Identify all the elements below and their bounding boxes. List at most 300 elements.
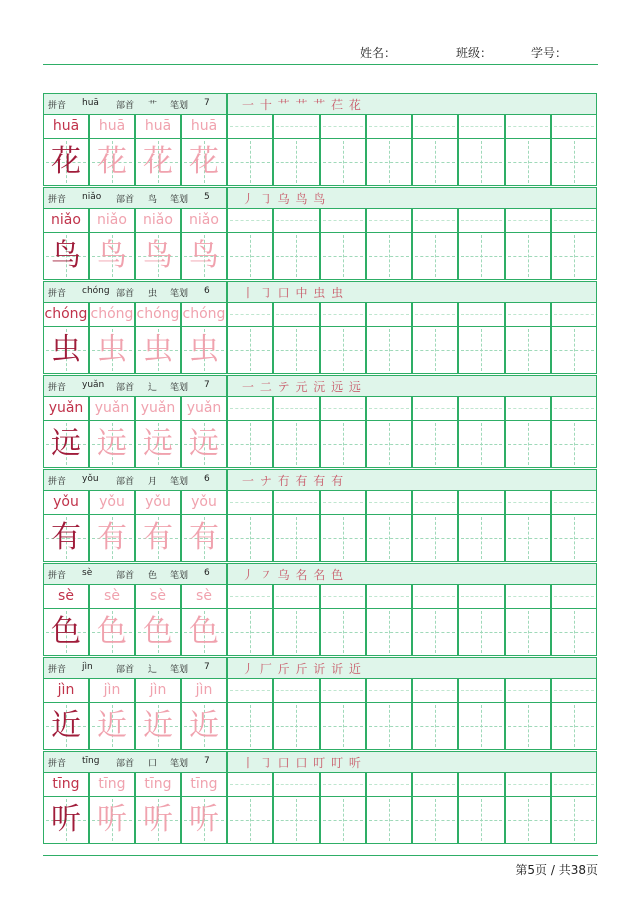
pinyin-model bbox=[43, 397, 89, 421]
entry-info-bar bbox=[43, 469, 227, 491]
character-entry bbox=[43, 281, 597, 375]
pinyin-text: sè bbox=[196, 588, 212, 604]
character-text: 有 bbox=[51, 520, 81, 555]
character-text: 花 bbox=[189, 144, 219, 179]
class-label: 班级： bbox=[456, 46, 493, 60]
blank-character-box[interactable] bbox=[366, 139, 412, 186]
blank-pinyin-box[interactable] bbox=[505, 303, 551, 327]
blank-character-box[interactable] bbox=[412, 515, 458, 562]
character-trace bbox=[135, 421, 181, 468]
character-trace bbox=[89, 797, 135, 844]
pinyin-model bbox=[43, 773, 89, 797]
pinyin-text: yǒu bbox=[99, 494, 125, 510]
character-trace bbox=[135, 139, 181, 186]
strokes-label: 笔划 bbox=[170, 289, 189, 299]
pinyin-text: tīng bbox=[144, 776, 172, 792]
blank-character-box[interactable] bbox=[458, 797, 504, 844]
stroke-order-bar bbox=[227, 375, 597, 397]
blank-pinyin-box[interactable] bbox=[320, 209, 366, 233]
blank-character-box[interactable] bbox=[320, 233, 366, 280]
blank-character-box[interactable] bbox=[551, 797, 597, 844]
blank-character-box[interactable] bbox=[227, 139, 273, 186]
character-text: 色 bbox=[143, 614, 173, 649]
pinyin-model bbox=[43, 491, 89, 515]
blank-pinyin-box[interactable] bbox=[412, 115, 458, 139]
blank-pinyin-box[interactable] bbox=[551, 585, 597, 609]
blank-character-box[interactable] bbox=[551, 703, 597, 750]
pinyin-trace bbox=[89, 209, 135, 233]
character-text: 色 bbox=[51, 614, 81, 649]
character-trace bbox=[89, 515, 135, 562]
blank-pinyin-box[interactable] bbox=[551, 397, 597, 421]
blank-character-box[interactable] bbox=[366, 703, 412, 750]
pinyin-text: niǎo bbox=[97, 212, 127, 228]
character-text: 鸟 bbox=[143, 238, 173, 273]
blank-character-box[interactable] bbox=[366, 233, 412, 280]
stroke-order: 一 二 テ 元 沅 远 远 bbox=[242, 380, 362, 394]
blank-character-box[interactable] bbox=[458, 515, 504, 562]
blank-character-box[interactable] bbox=[551, 515, 597, 562]
entry-info-bar bbox=[43, 375, 227, 397]
blank-character-box[interactable] bbox=[366, 327, 412, 374]
blank-character-box[interactable] bbox=[551, 421, 597, 468]
blank-pinyin-box[interactable] bbox=[551, 679, 597, 703]
blank-character-box[interactable] bbox=[458, 421, 504, 468]
blank-pinyin-box[interactable] bbox=[320, 303, 366, 327]
blank-character-box[interactable] bbox=[366, 609, 412, 656]
character-model bbox=[43, 327, 89, 374]
stroke-count-value: 5 bbox=[204, 192, 210, 202]
name-label: 姓名： bbox=[360, 46, 397, 60]
pinyin-text: huā bbox=[52, 118, 80, 134]
pinyin-text: sè bbox=[58, 588, 74, 604]
character-text: 听 bbox=[143, 802, 173, 837]
character-trace bbox=[181, 515, 227, 562]
blank-character-box[interactable] bbox=[227, 703, 273, 750]
stroke-order-bar bbox=[227, 751, 597, 773]
character-trace bbox=[181, 233, 227, 280]
stroke-count-value: 6 bbox=[204, 286, 210, 296]
blank-character-box[interactable] bbox=[505, 609, 551, 656]
blank-pinyin-box[interactable] bbox=[551, 303, 597, 327]
blank-character-box[interactable] bbox=[320, 797, 366, 844]
character-text: 虫 bbox=[51, 332, 81, 367]
blank-character-box[interactable] bbox=[505, 515, 551, 562]
stroke-count-value: 7 bbox=[204, 756, 210, 766]
blank-pinyin-box[interactable] bbox=[366, 397, 412, 421]
character-entry bbox=[43, 375, 597, 469]
blank-character-box[interactable] bbox=[505, 703, 551, 750]
blank-character-box[interactable] bbox=[227, 609, 273, 656]
blank-pinyin-box[interactable] bbox=[273, 115, 319, 139]
pinyin-value: yǒu bbox=[82, 474, 99, 484]
header-divider bbox=[43, 64, 598, 65]
pinyin-trace bbox=[181, 115, 227, 139]
stroke-order: 丨 ㇆ 口 口 叮 叮 听 bbox=[242, 756, 362, 770]
blank-pinyin-box[interactable] bbox=[458, 773, 504, 797]
entry-info-bar bbox=[43, 751, 227, 773]
radical-value: 色 bbox=[148, 571, 158, 581]
blank-character-box[interactable] bbox=[458, 139, 504, 186]
blank-character-box[interactable] bbox=[320, 515, 366, 562]
blank-pinyin-box[interactable] bbox=[273, 303, 319, 327]
blank-pinyin-box[interactable] bbox=[505, 585, 551, 609]
character-text: 近 bbox=[97, 708, 127, 743]
pinyin-model bbox=[43, 303, 89, 327]
blank-character-box[interactable] bbox=[412, 703, 458, 750]
blank-character-box[interactable] bbox=[273, 233, 319, 280]
blank-pinyin-box[interactable] bbox=[412, 209, 458, 233]
stroke-order: 一 ナ 冇 有 有 有 bbox=[242, 474, 345, 488]
character-trace bbox=[135, 233, 181, 280]
character-text: 有 bbox=[189, 520, 219, 555]
radical-label: 部首 bbox=[116, 477, 135, 487]
pinyin-text: jìn bbox=[103, 682, 121, 698]
blank-character-box[interactable] bbox=[551, 233, 597, 280]
entry-info-bar bbox=[43, 657, 227, 679]
character-trace bbox=[181, 139, 227, 186]
blank-pinyin-box[interactable] bbox=[505, 491, 551, 515]
blank-character-box[interactable] bbox=[320, 609, 366, 656]
blank-pinyin-box[interactable] bbox=[320, 397, 366, 421]
blank-character-box[interactable] bbox=[227, 797, 273, 844]
pinyin-text: jìn bbox=[195, 682, 213, 698]
character-trace bbox=[181, 421, 227, 468]
entry-info-bar bbox=[43, 563, 227, 585]
blank-pinyin-box[interactable] bbox=[458, 209, 504, 233]
radical-label: 部首 bbox=[116, 101, 135, 111]
stroke-order: 一 十 艹 艹 艹 芢 花 bbox=[242, 98, 362, 112]
pinyin-text: chóng bbox=[44, 306, 88, 322]
pinyin-text: yǒu bbox=[53, 494, 79, 510]
blank-character-box[interactable] bbox=[366, 421, 412, 468]
blank-pinyin-box[interactable] bbox=[227, 491, 273, 515]
blank-character-box[interactable] bbox=[273, 703, 319, 750]
character-model bbox=[43, 609, 89, 656]
character-trace bbox=[181, 797, 227, 844]
character-trace bbox=[135, 797, 181, 844]
pinyin-trace bbox=[181, 303, 227, 327]
blank-character-box[interactable] bbox=[505, 233, 551, 280]
strokes-label: 笔划 bbox=[170, 571, 189, 581]
blank-pinyin-box[interactable] bbox=[366, 679, 412, 703]
blank-character-box[interactable] bbox=[551, 327, 597, 374]
blank-pinyin-box[interactable] bbox=[273, 209, 319, 233]
pinyin-label: 拼音 bbox=[48, 195, 67, 205]
radical-label: 部首 bbox=[116, 665, 135, 675]
blank-pinyin-box[interactable] bbox=[273, 397, 319, 421]
blank-character-box[interactable] bbox=[273, 139, 319, 186]
blank-pinyin-box[interactable] bbox=[320, 585, 366, 609]
blank-character-box[interactable] bbox=[320, 421, 366, 468]
character-model bbox=[43, 703, 89, 750]
character-model bbox=[43, 515, 89, 562]
blank-pinyin-box[interactable] bbox=[551, 491, 597, 515]
radical-value: 辶 bbox=[148, 383, 158, 393]
blank-pinyin-box[interactable] bbox=[227, 303, 273, 327]
pinyin-text: yǒu bbox=[145, 494, 171, 510]
character-entry bbox=[43, 187, 597, 281]
blank-character-box[interactable] bbox=[412, 797, 458, 844]
character-text: 虫 bbox=[97, 332, 127, 367]
blank-pinyin-box[interactable] bbox=[273, 679, 319, 703]
pinyin-value: jìn bbox=[82, 662, 93, 672]
pinyin-text: huā bbox=[190, 118, 218, 134]
stroke-order: 丨 ㇆ 口 中 虫 虫 bbox=[242, 286, 345, 300]
blank-pinyin-box[interactable] bbox=[458, 491, 504, 515]
blank-pinyin-box[interactable] bbox=[227, 585, 273, 609]
blank-pinyin-box[interactable] bbox=[227, 397, 273, 421]
character-model bbox=[43, 421, 89, 468]
strokes-label: 笔划 bbox=[170, 759, 189, 769]
character-text: 近 bbox=[143, 708, 173, 743]
character-model bbox=[43, 233, 89, 280]
pinyin-trace bbox=[181, 679, 227, 703]
radical-label: 部首 bbox=[116, 289, 135, 299]
blank-character-box[interactable] bbox=[227, 327, 273, 374]
blank-character-box[interactable] bbox=[412, 233, 458, 280]
radical-value: 月 bbox=[148, 477, 158, 487]
blank-character-box[interactable] bbox=[505, 421, 551, 468]
blank-pinyin-box[interactable] bbox=[320, 115, 366, 139]
blank-pinyin-box[interactable] bbox=[458, 115, 504, 139]
pinyin-label: 拼音 bbox=[48, 101, 67, 111]
blank-pinyin-box[interactable] bbox=[458, 679, 504, 703]
stroke-count-value: 7 bbox=[204, 98, 210, 108]
blank-character-box[interactable] bbox=[320, 327, 366, 374]
pinyin-model bbox=[43, 679, 89, 703]
blank-pinyin-box[interactable] bbox=[458, 397, 504, 421]
blank-pinyin-box[interactable] bbox=[227, 679, 273, 703]
pinyin-text: niǎo bbox=[189, 212, 219, 228]
character-text: 鸟 bbox=[51, 238, 81, 273]
blank-character-box[interactable] bbox=[227, 233, 273, 280]
pinyin-value: niǎo bbox=[82, 192, 102, 202]
blank-pinyin-box[interactable] bbox=[366, 773, 412, 797]
blank-character-box[interactable] bbox=[320, 703, 366, 750]
blank-pinyin-box[interactable] bbox=[273, 585, 319, 609]
stroke-count-value: 7 bbox=[204, 380, 210, 390]
pinyin-text: sè bbox=[150, 588, 166, 604]
blank-character-box[interactable] bbox=[273, 609, 319, 656]
radical-label: 部首 bbox=[116, 759, 135, 769]
blank-pinyin-box[interactable] bbox=[551, 209, 597, 233]
blank-pinyin-box[interactable] bbox=[412, 303, 458, 327]
character-text: 远 bbox=[51, 426, 81, 461]
pinyin-text: yuǎn bbox=[186, 400, 222, 416]
character-trace bbox=[181, 327, 227, 374]
pinyin-text: yuǎn bbox=[94, 400, 130, 416]
blank-character-box[interactable] bbox=[412, 139, 458, 186]
pinyin-trace bbox=[135, 773, 181, 797]
blank-pinyin-box[interactable] bbox=[366, 303, 412, 327]
pinyin-text: chóng bbox=[90, 306, 134, 322]
pinyin-trace bbox=[135, 679, 181, 703]
blank-character-box[interactable] bbox=[320, 139, 366, 186]
character-trace bbox=[89, 139, 135, 186]
stroke-order-bar bbox=[227, 281, 597, 303]
blank-pinyin-box[interactable] bbox=[320, 491, 366, 515]
pinyin-value: huā bbox=[82, 98, 99, 108]
pinyin-trace bbox=[89, 585, 135, 609]
blank-pinyin-box[interactable] bbox=[412, 679, 458, 703]
blank-character-box[interactable] bbox=[458, 233, 504, 280]
blank-pinyin-box[interactable] bbox=[366, 585, 412, 609]
pinyin-trace bbox=[135, 115, 181, 139]
character-text: 听 bbox=[97, 802, 127, 837]
blank-pinyin-box[interactable] bbox=[412, 585, 458, 609]
blank-pinyin-box[interactable] bbox=[458, 303, 504, 327]
blank-character-box[interactable] bbox=[412, 421, 458, 468]
blank-character-box[interactable] bbox=[273, 421, 319, 468]
character-text: 听 bbox=[189, 802, 219, 837]
pinyin-trace bbox=[89, 491, 135, 515]
blank-pinyin-box[interactable] bbox=[366, 491, 412, 515]
radical-value: 虫 bbox=[148, 289, 158, 299]
character-trace bbox=[89, 421, 135, 468]
blank-character-box[interactable] bbox=[505, 327, 551, 374]
stroke-order-bar bbox=[227, 187, 597, 209]
pinyin-trace bbox=[135, 491, 181, 515]
pinyin-trace bbox=[135, 303, 181, 327]
pinyin-text: sè bbox=[104, 588, 120, 604]
pinyin-label: 拼音 bbox=[48, 759, 67, 769]
character-trace bbox=[135, 327, 181, 374]
pinyin-text: chóng bbox=[136, 306, 180, 322]
blank-pinyin-box[interactable] bbox=[505, 397, 551, 421]
pinyin-trace bbox=[89, 397, 135, 421]
radical-value: 艹 bbox=[148, 101, 158, 111]
blank-pinyin-box[interactable] bbox=[320, 679, 366, 703]
stroke-order-bar bbox=[227, 469, 597, 491]
radical-label: 部首 bbox=[116, 383, 135, 393]
character-text: 远 bbox=[143, 426, 173, 461]
stroke-count-value: 6 bbox=[204, 568, 210, 578]
blank-character-box[interactable] bbox=[412, 327, 458, 374]
strokes-label: 笔划 bbox=[170, 101, 189, 111]
pinyin-label: 拼音 bbox=[48, 571, 67, 581]
blank-pinyin-box[interactable] bbox=[505, 773, 551, 797]
radical-value: 口 bbox=[148, 759, 158, 769]
blank-character-box[interactable] bbox=[227, 515, 273, 562]
pinyin-text: yuǎn bbox=[48, 400, 84, 416]
pinyin-trace bbox=[89, 679, 135, 703]
stroke-order: 丿 ㇆ 乌 鸟 鸟 bbox=[242, 192, 327, 206]
blank-pinyin-box[interactable] bbox=[412, 397, 458, 421]
blank-pinyin-box[interactable] bbox=[366, 115, 412, 139]
blank-character-box[interactable] bbox=[366, 515, 412, 562]
character-text: 鸟 bbox=[189, 238, 219, 273]
character-text: 虫 bbox=[143, 332, 173, 367]
blank-pinyin-box[interactable] bbox=[227, 773, 273, 797]
character-text: 虫 bbox=[189, 332, 219, 367]
blank-pinyin-box[interactable] bbox=[505, 115, 551, 139]
blank-pinyin-box[interactable] bbox=[505, 209, 551, 233]
character-text: 花 bbox=[51, 144, 81, 179]
blank-pinyin-box[interactable] bbox=[366, 209, 412, 233]
blank-pinyin-box[interactable] bbox=[227, 115, 273, 139]
pinyin-trace bbox=[181, 585, 227, 609]
blank-character-box[interactable] bbox=[273, 327, 319, 374]
blank-character-box[interactable] bbox=[458, 327, 504, 374]
character-text: 有 bbox=[97, 520, 127, 555]
pinyin-model bbox=[43, 209, 89, 233]
radical-label: 部首 bbox=[116, 571, 135, 581]
pinyin-text: tīng bbox=[190, 776, 218, 792]
radical-value: 鸟 bbox=[148, 195, 158, 205]
stroke-count-value: 6 bbox=[204, 474, 210, 484]
pinyin-trace bbox=[181, 491, 227, 515]
pinyin-value: yuǎn bbox=[82, 380, 105, 390]
blank-pinyin-box[interactable] bbox=[273, 491, 319, 515]
blank-pinyin-box[interactable] bbox=[412, 773, 458, 797]
blank-pinyin-box[interactable] bbox=[227, 209, 273, 233]
strokes-label: 笔划 bbox=[170, 477, 189, 487]
character-text: 色 bbox=[189, 614, 219, 649]
blank-pinyin-box[interactable] bbox=[320, 773, 366, 797]
stroke-count-value: 7 bbox=[204, 662, 210, 672]
character-text: 花 bbox=[97, 144, 127, 179]
blank-pinyin-box[interactable] bbox=[458, 585, 504, 609]
blank-character-box[interactable] bbox=[458, 703, 504, 750]
strokes-label: 笔划 bbox=[170, 383, 189, 393]
stroke-order-bar bbox=[227, 657, 597, 679]
blank-character-box[interactable] bbox=[505, 139, 551, 186]
pinyin-label: 拼音 bbox=[48, 289, 67, 299]
blank-character-box[interactable] bbox=[366, 797, 412, 844]
character-entry bbox=[43, 563, 597, 657]
blank-character-box[interactable] bbox=[273, 515, 319, 562]
blank-character-box[interactable] bbox=[551, 609, 597, 656]
blank-pinyin-box[interactable] bbox=[551, 773, 597, 797]
pinyin-trace bbox=[89, 115, 135, 139]
character-entry bbox=[43, 93, 597, 187]
blank-character-box[interactable] bbox=[505, 797, 551, 844]
blank-pinyin-box[interactable] bbox=[412, 491, 458, 515]
character-text: 近 bbox=[189, 708, 219, 743]
radical-value: 辶 bbox=[148, 665, 158, 675]
entry-info-bar bbox=[43, 93, 227, 115]
pinyin-text: chóng bbox=[182, 306, 226, 322]
pinyin-text: niǎo bbox=[143, 212, 173, 228]
pinyin-text: jìn bbox=[57, 682, 75, 698]
pinyin-label: 拼音 bbox=[48, 665, 67, 675]
character-trace bbox=[89, 609, 135, 656]
pinyin-text: huā bbox=[144, 118, 172, 134]
blank-pinyin-box[interactable] bbox=[273, 773, 319, 797]
blank-character-box[interactable] bbox=[227, 421, 273, 468]
character-trace bbox=[181, 703, 227, 750]
character-text: 近 bbox=[51, 708, 81, 743]
blank-character-box[interactable] bbox=[273, 797, 319, 844]
blank-pinyin-box[interactable] bbox=[505, 679, 551, 703]
character-trace bbox=[89, 703, 135, 750]
blank-character-box[interactable] bbox=[551, 139, 597, 186]
pinyin-trace bbox=[89, 773, 135, 797]
blank-pinyin-box[interactable] bbox=[551, 115, 597, 139]
character-text: 远 bbox=[97, 426, 127, 461]
blank-character-box[interactable] bbox=[412, 609, 458, 656]
pinyin-trace bbox=[181, 773, 227, 797]
pinyin-text: niǎo bbox=[51, 212, 81, 228]
strokes-label: 笔划 bbox=[170, 195, 189, 205]
stroke-order: 丿 厂 斤 斤 䜣 䜣 近 bbox=[242, 662, 362, 676]
blank-character-box[interactable] bbox=[458, 609, 504, 656]
character-text: 有 bbox=[143, 520, 173, 555]
character-text: 鸟 bbox=[97, 238, 127, 273]
character-model bbox=[43, 797, 89, 844]
pinyin-value: chóng bbox=[82, 286, 110, 296]
